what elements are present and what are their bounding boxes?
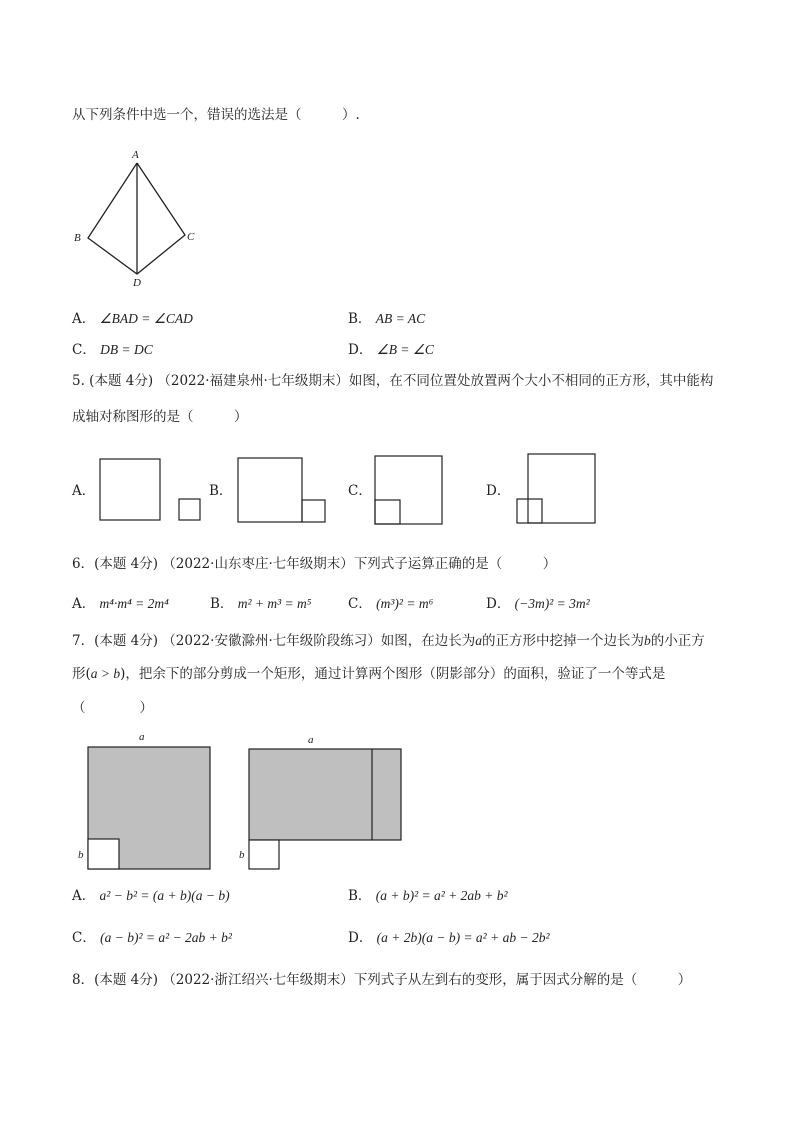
q6-option-c-text: (m³)² = m⁶ <box>376 596 434 611</box>
q7-option-d-label: D． <box>348 930 373 946</box>
q7-option-c-text: (a − b)² = a² − 2ab + b² <box>100 930 232 945</box>
q4-option-a-text: ∠BAD = ∠CAD <box>99 311 193 326</box>
q7-stem-line1c: 的小正方 <box>650 633 705 649</box>
q7-option-d-text: (a + 2b)(a − b) = a² + ab − 2b² <box>376 930 550 945</box>
q6-stem: 6．(本题 4分) （2022·山东枣庄·七年级期末）下列式子运算正确的是（ ） <box>72 556 557 572</box>
q7-option-a-text: a² − b² = (a + b)(a − b) <box>99 888 230 903</box>
q5-stem-line1: 5. (本题 4分) （2022·福建泉州·七年级期末）如图，在不同位置处放置两个大小不相同的正方形，其中能构 <box>72 373 714 389</box>
q4-option-c-label: C． <box>72 342 96 358</box>
q4-option-b-label: B． <box>348 311 372 327</box>
q6-option-c-label: C． <box>348 596 372 612</box>
q5-option-d-label[interactable]: D． <box>486 483 511 499</box>
q5-option-b-label[interactable]: B． <box>209 483 233 499</box>
vertex-b-label: B <box>74 232 81 244</box>
vertex-d-label: D <box>133 277 141 289</box>
q7-option-c[interactable] <box>72 930 232 946</box>
q6-option-b-text: m² + m³ = m⁵ <box>237 596 312 611</box>
q4-stem: 从下列条件中选一个，错误的选法是（ ）. <box>72 107 360 123</box>
q7-var-b: b <box>643 633 651 648</box>
q5-option-c-label[interactable]: C． <box>348 483 372 499</box>
q7-option-a[interactable] <box>72 888 230 904</box>
q6-option-b-label: B． <box>210 596 234 612</box>
q7-option-b[interactable] <box>348 888 508 904</box>
q6-option-d-text: (−3m)² = 3m² <box>514 596 590 611</box>
q7-stem-line2b: )，把余下的部分剪成一个矩形，通过计算两个图形（阴影部分）的面积，验证了一个等式是 <box>120 666 666 682</box>
q7-option-b-label: B． <box>348 888 372 904</box>
q7-option-a-label: A． <box>72 888 96 904</box>
q7-var-a: a <box>475 633 482 648</box>
fig2-side-a-label: a <box>308 734 314 746</box>
q7-stem-line2a: 形( <box>72 666 91 682</box>
vertex-c-label: C <box>187 231 195 243</box>
q5-stem-line2: 成轴对称图形的是（ ） <box>72 409 248 425</box>
q4-option-b-text: AB = AC <box>375 311 426 326</box>
q7-stem-line1a: 7．(本题 4分) （2022·安徽滁州·七年级阶段练习）如图，在边长为 <box>72 633 476 649</box>
q6-option-a-label: A． <box>72 596 96 612</box>
q4-option-d-text: ∠B = ∠C <box>376 342 434 357</box>
q7-option-d[interactable] <box>348 930 550 946</box>
q7-condition: a > b <box>90 666 121 681</box>
q7-option-b-text: (a + b)² = a² + 2ab + b² <box>375 888 508 903</box>
fig2-side-b-label: b <box>239 849 245 861</box>
q4-option-c-text: DB = DC <box>100 342 153 357</box>
q5-option-a-label[interactable]: A． <box>72 483 96 499</box>
q7-option-c-label: C． <box>72 930 96 946</box>
fig1-side-a-label: a <box>139 731 145 743</box>
q7-answer-blank: （ ） <box>72 700 153 716</box>
fig1-side-b-label: b <box>78 849 84 861</box>
vertex-a-label: A <box>132 149 139 161</box>
q7-stem-line1b: 的正方形中挖掉一个边长为 <box>481 633 644 649</box>
q6-option-d-label: D． <box>486 596 511 612</box>
q8-stem: 8．(本题 4分) （2022·浙江绍兴·七年级期末）下列式子从左到右的变形，属于因式分解的是（ ） <box>72 972 692 988</box>
q6-option-a-text: m⁴·m⁴ = 2m⁴ <box>99 596 169 611</box>
q4-option-d-label: D． <box>348 342 373 358</box>
q4-option-a-label: A． <box>72 311 96 327</box>
